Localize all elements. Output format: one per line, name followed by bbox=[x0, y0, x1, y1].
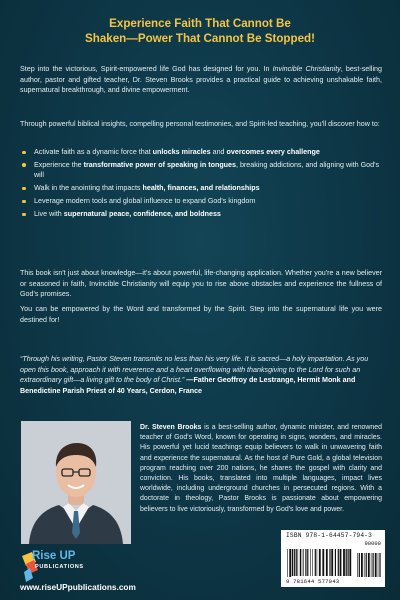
addon-bar bbox=[359, 553, 360, 577]
lead-in-paragraph: Through powerful biblical insights, compelling personal testimonies, and Spirit-led teaching, you'll discover how to: bbox=[20, 120, 380, 128]
barcode-bar bbox=[346, 549, 347, 576]
headline-line-2: Shaken—Power That Cannot Be Stopped! bbox=[85, 32, 315, 45]
barcode-bar bbox=[319, 549, 321, 576]
barcode-bar bbox=[322, 549, 324, 576]
publisher-logo-subtitle: PUBLICATIONS bbox=[35, 564, 84, 570]
ean-number: 9 781644 577943 bbox=[286, 578, 340, 585]
barcode-bar bbox=[331, 549, 333, 576]
barcode-bar bbox=[298, 549, 299, 576]
barcode-bar bbox=[315, 549, 316, 576]
benefit-list bbox=[20, 147, 382, 222]
barcode-bar bbox=[300, 549, 301, 576]
intro-text-start: Step into the victorious, Spirit-empowered life God has designed for you. In bbox=[20, 65, 273, 73]
barcode-bar bbox=[310, 549, 311, 576]
addon-bar bbox=[375, 553, 377, 577]
barcode-bar bbox=[307, 549, 308, 576]
publisher-logo-name: Rise UP bbox=[32, 550, 76, 562]
headline-line-1: Experience Faith That Cannot Be bbox=[109, 17, 291, 30]
intro-book-title: Invincible Christianity bbox=[272, 65, 341, 73]
barcode-bar bbox=[302, 549, 303, 576]
addon-bar bbox=[368, 553, 370, 577]
barcode-bar bbox=[294, 549, 295, 576]
author-bio bbox=[140, 423, 382, 515]
closing-paragraph: You can be empowered by the Word and transformed by the Spirit. Step into the supernatural life you were destined for! bbox=[20, 305, 382, 324]
barcode-bar bbox=[289, 549, 291, 577]
isbn-number: ISBN 978-1-64457-794-3 bbox=[286, 532, 373, 539]
author-portrait-icon bbox=[21, 421, 131, 544]
barcode-bars-icon bbox=[285, 539, 381, 577]
addon-bar bbox=[366, 553, 367, 577]
barcode-bar bbox=[335, 549, 336, 576]
endorsement-quote: “Through his writing, Pastor Steven transmits no less than his very life. It is sacred—a holy impartation. As you open this book, approach it with reverence and a heart overflowing with thanksgiving to the Lord for such an extraordinary gift—a living gift to the body of Christ.” bbox=[20, 355, 369, 384]
benefit-item: Experience the transformative power of speaking in tongues, breaking addictions, and aligning with God's will bbox=[20, 160, 382, 181]
barcode-bar bbox=[329, 549, 330, 576]
price-code: 90000 bbox=[364, 540, 381, 547]
addon-bar bbox=[361, 553, 363, 577]
addon-bar bbox=[371, 553, 372, 577]
author-bio-text: is a best-selling author, dynamic minister, and renowned teacher of God's Word, known for operating in signs, wonders, and miracles. His powerful yet lucid teachings equip believers to walk in unwavering faith and experience the supernatural. As the host of Pure Gold, a global television program reaching over 200 nations, he shares the gospel with clarity and conviction. His books, translated into multiple languages, impact lives worldwide, including underground churches in persecuted regions. With a doctorate in theology, Pastor Brooks is passionate about empowering believers to live victoriously, transformed by God's love and power. bbox=[140, 424, 382, 513]
author-name: Dr. Steven Brooks bbox=[140, 424, 202, 431]
addon-bar bbox=[379, 553, 380, 577]
benefit-item: Walk in the anointing that impacts health, finances, and relationships bbox=[20, 183, 382, 194]
barcode-bar bbox=[317, 549, 318, 576]
barcode-bar bbox=[349, 549, 351, 576]
barcode-bar bbox=[292, 549, 293, 576]
publisher-website: www.riseUPpublications.com bbox=[20, 582, 136, 592]
barcode-bar bbox=[296, 549, 297, 576]
barcode-bar bbox=[348, 549, 349, 576]
headline bbox=[20, 16, 380, 46]
application-paragraph: This book isn't just about knowledge—it's about powerful, life-changing application. Whether you're a new believer or seasoned in faith, Invincible Christianity will equip you to rise above obstacles and experience the fullness of God's promises. bbox=[20, 269, 382, 298]
addon-bar bbox=[364, 553, 365, 577]
benefit-item: Activate faith as a dynamic force that unlocks miracles and overcomes every challenge bbox=[20, 147, 382, 158]
endorsement-attribution: —Father Geoffroy de Lestrange, Hermit Monk and Benedictine Parish Priest of 40 Years, Cerdon, France bbox=[20, 376, 356, 395]
addon-bar bbox=[357, 553, 358, 577]
barcode-bar bbox=[326, 549, 328, 576]
barcode-bar bbox=[305, 549, 306, 576]
barcode-bar bbox=[303, 549, 304, 576]
addon-bar bbox=[373, 553, 374, 577]
endorsement bbox=[20, 354, 382, 396]
barcode-bar bbox=[287, 549, 288, 577]
intro-text-end: , best-selling author, pastor and gifted teacher, Dr. Steven Brooks provides a practical guide to achieving unshakable faith, supernatural breakthrough, and divine empowerment. bbox=[20, 65, 382, 94]
benefit-item: Leverage modern tools and global influence to expand God's kingdom bbox=[20, 196, 382, 207]
intro-paragraph bbox=[20, 64, 382, 96]
barcode-bar bbox=[338, 549, 339, 576]
isbn-barcode bbox=[281, 530, 385, 587]
barcode-bar bbox=[343, 549, 345, 576]
barcode-bar bbox=[312, 549, 313, 576]
barcode-bar bbox=[340, 549, 342, 576]
benefit-item: Live with supernatural peace, confidence, and boldness bbox=[20, 209, 382, 220]
addon-bar bbox=[378, 553, 379, 577]
author-photo bbox=[21, 421, 131, 544]
